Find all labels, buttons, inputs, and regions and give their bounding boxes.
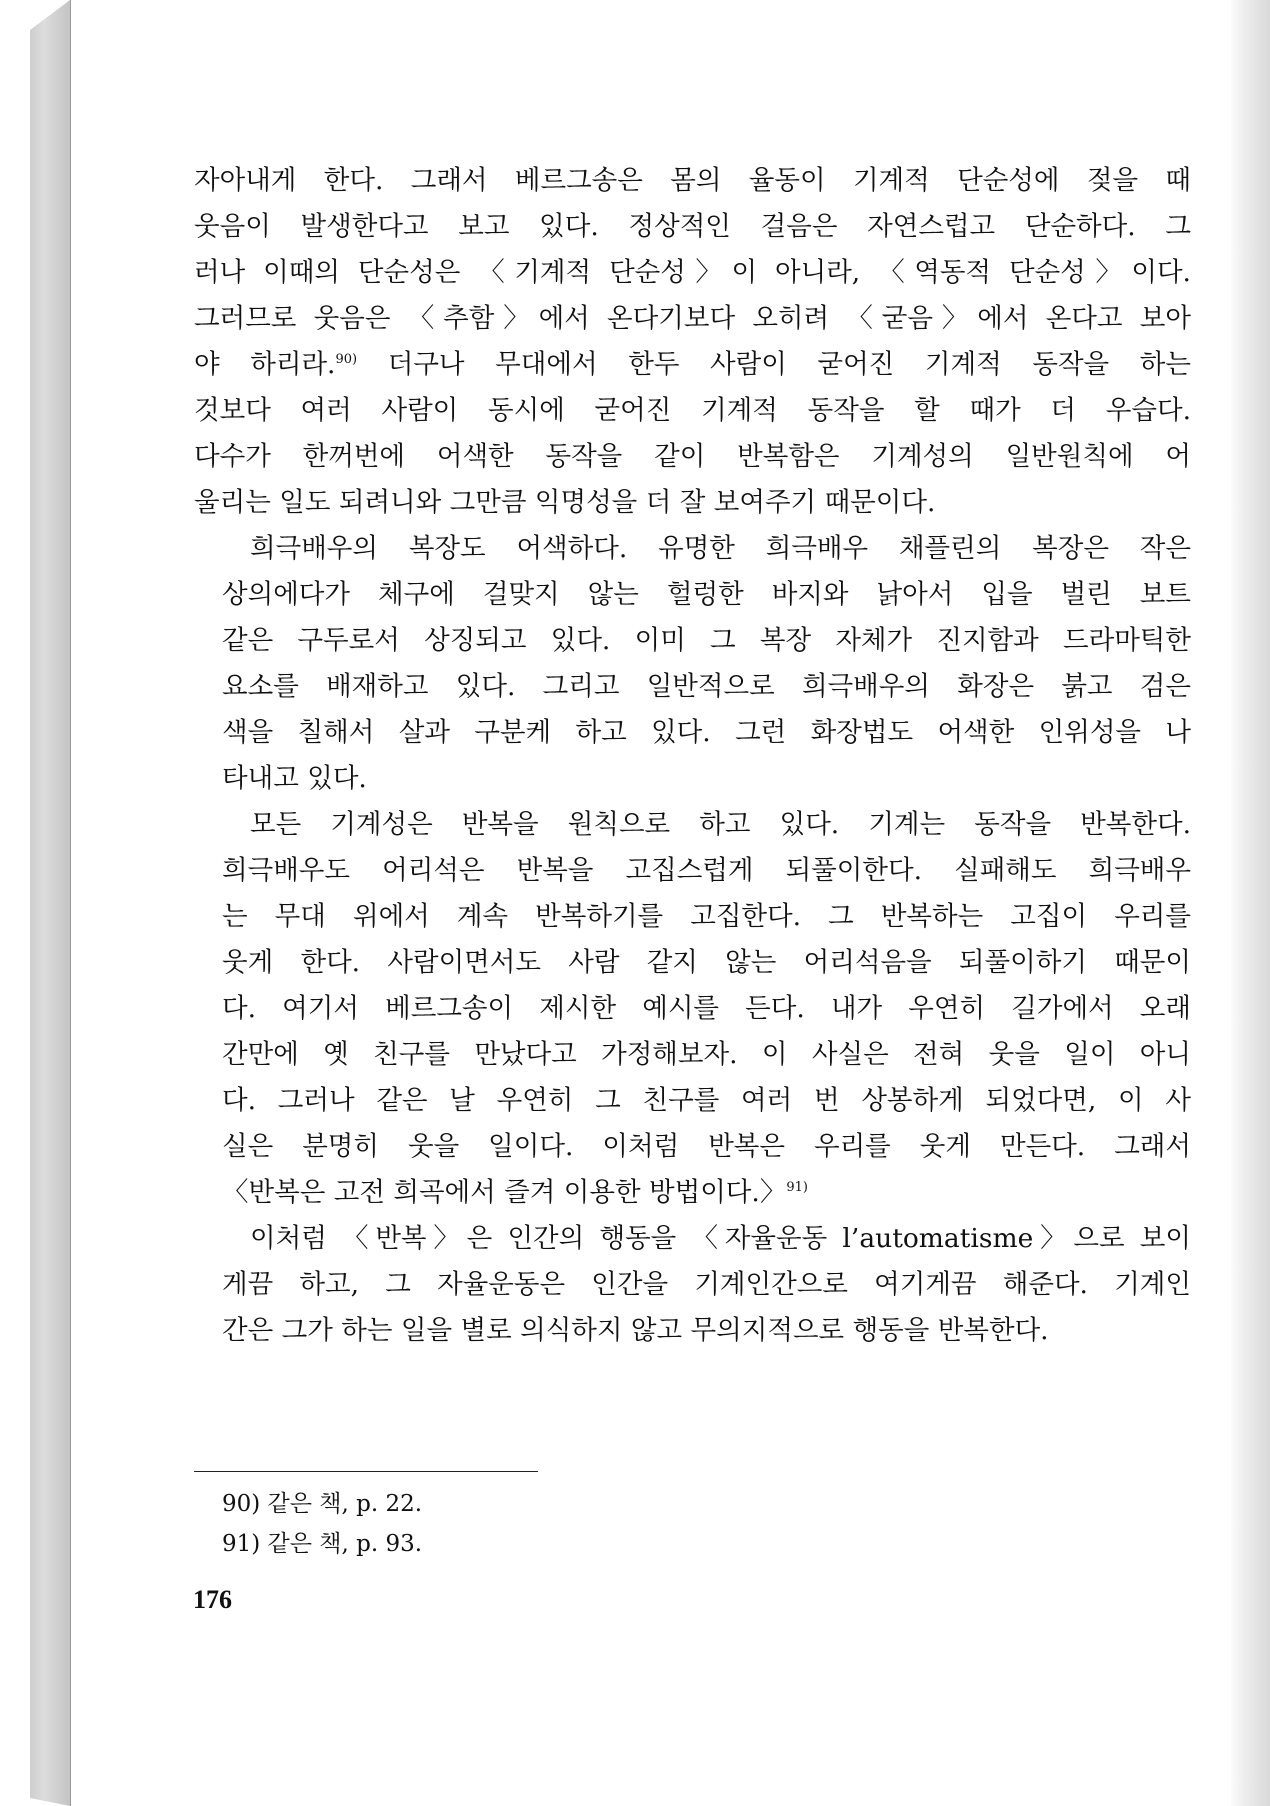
footnote-ref-90: 90) [335,352,358,367]
footnote-91: 91) 같은 책, p. 93. [222,1531,423,1557]
text-line: 는 무대 위에서 계속 반복하기를 고집한다. 그 반복하는 고집이 우리를 [222,901,1191,932]
text-line: 다수가 한꺼번에 어색한 동작을 같이 반복함은 기계성의 일반원칙에 어 [194,441,1191,472]
text-line: 그러므로 웃음은 〈추함〉에서 온다기보다 오히려 〈굳음〉에서 온다고 보아 [194,303,1191,334]
book-spine-edge [30,0,70,1806]
text-line: 웃게 한다. 사람이면서도 사람 같지 않는 어리석음을 되풀이하기 때문이 [222,947,1191,978]
page-number: 176 [193,1585,232,1614]
text-line: 러나 이때의 단순성은 〈기계적 단순성〉이 아니라, 〈역동적 단순성〉이다. [194,257,1191,288]
text-line: 상의에다가 체구에 걸맞지 않는 헐렁한 바지와 낡아서 입을 벌린 보트 [222,579,1191,610]
text-line: 다. 그러나 같은 날 우연히 그 친구를 여러 번 상봉하게 되었다면, 이 사 [222,1085,1191,1116]
text-line: 같은 구두로서 상징되고 있다. 이미 그 복장 자체가 진지함과 드라마틱한 [222,625,1191,656]
text-line: 웃음이 발생한다고 보고 있다. 정상적인 걸음은 자연스럽고 단순하다. 그 [194,211,1191,242]
book-spine [0,0,70,1806]
paragraph-2 [194,526,1191,802]
text-segment: 더구나 무대에서 한두 사람이 굳어진 기계적 동작을 하는 [357,349,1191,380]
text-line: 희극배우도 어리석은 반복을 고집스럽게 되풀이한다. 실패해도 희극배우 [222,855,1191,886]
text-segment: 〈반복은 고전 희곡에서 즐겨 이용한 방법이다.〉 [222,1177,787,1208]
text-line: 간은 그가 하는 일을 별로 의식하지 않고 무의지적으로 행동을 반복한다. [222,1315,1049,1346]
text-line: 자아내게 한다. 그래서 베르그송은 몸의 율동이 기계적 단순성에 젖을 때 [194,165,1191,196]
text-segment: 야 하리라. [194,349,336,380]
body-text [194,158,1191,1354]
text-line: 것보다 여러 사람이 동시에 굳어진 기계적 동작을 할 때가 더 우습다. [194,395,1191,426]
text-line-with-note [194,342,1191,388]
text-line: 실은 분명히 웃을 일이다. 이처럼 반복은 우리를 웃게 만든다. 그래서 [222,1131,1191,1162]
footnote-90: 90) 같은 책, p. 22. [222,1491,423,1517]
text-line: 요소를 배재하고 있다. 그리고 일반적으로 희극배우의 화장은 붉고 검은 [222,671,1191,702]
text-line: 타내고 있다. [222,763,367,794]
paragraph-3 [194,802,1191,1216]
paragraph-1 [194,158,1191,526]
text-line: 간만에 옛 친구를 만났다고 가정해보자. 이 사실은 전혀 웃을 일이 아니 [222,1039,1191,1070]
text-line: 다. 여기서 베르그송이 제시한 예시를 든다. 내가 우연히 길가에서 오래 [222,993,1191,1024]
footnotes [222,1484,422,1564]
footnote-ref-91: 91) [786,1180,808,1195]
text-line: 희극배우의 복장도 어색하다. 유명한 희극배우 채플린의 복장은 작은 [250,533,1191,564]
page-edge-shadow [1228,0,1270,1806]
text-line: 색을 칠해서 살과 구분케 하고 있다. 그런 화장법도 어색한 인위성을 나 [222,717,1191,748]
text-line: 울리는 일도 되려니와 그만큼 익명성을 더 잘 보여주기 때문이다. [194,487,936,518]
paragraph-4 [194,1216,1191,1354]
text-line: 모든 기계성은 반복을 원칙으로 하고 있다. 기계는 동작을 반복한다. [250,809,1191,840]
text-line: 게끔 하고, 그 자율운동은 인간을 기계인간으로 여기게끔 해준다. 기계인 [222,1269,1191,1300]
text-line: 이처럼 〈반복〉은 인간의 행동을 〈자율운동 l’automatisme〉으로 보이 [250,1223,1191,1254]
text-line-with-note [194,1170,1191,1216]
footnote-divider [194,1471,538,1472]
